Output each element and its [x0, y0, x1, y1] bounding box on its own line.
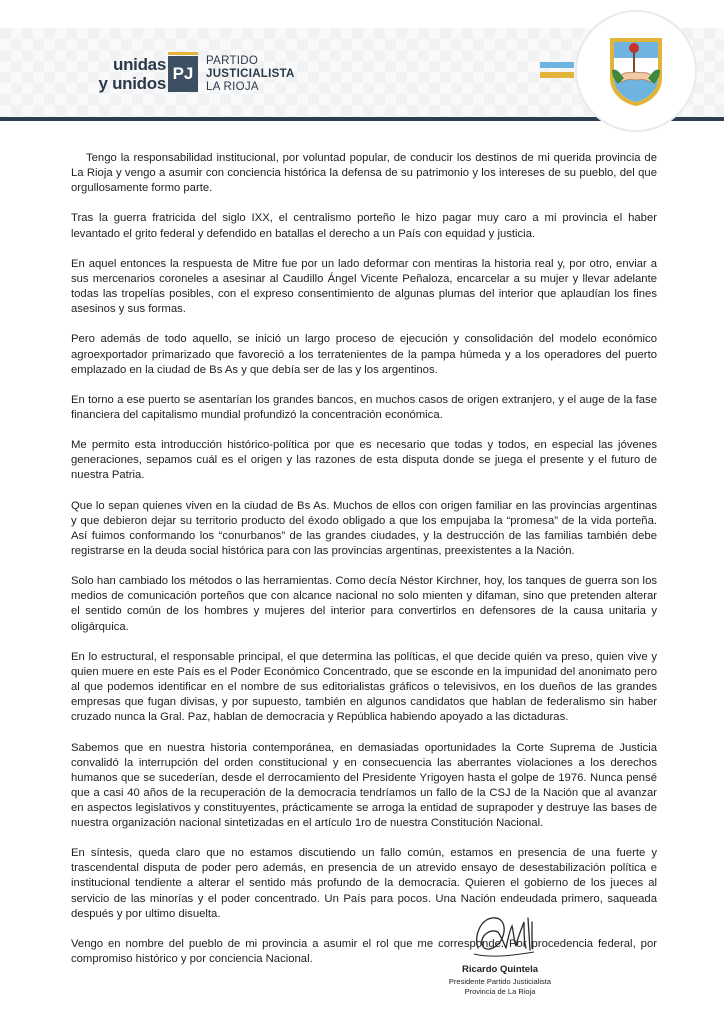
party-line-1: PARTIDO: [206, 55, 259, 67]
paragraph: Solo han cambiado los métodos o las herramientas. Como decía Néstor Kirchner, hoy, los tanques de guerra son los medios de comunicación porteños que con alcance nacional no solo mienten y difaman, sino que pretenden alterar el sentido común de los hombres y mujeres del interior para convertirlos en defensores de la causa unitaria y oligárquica.: [71, 575, 657, 633]
paragraph: En síntesis, queda claro que no estamos discutiendo un fallo común, estamos en presencia de una fuerte y trascendental disputa de poder pero además, en presencia de un atrevido ensayo de desestabilización política e institucional tendiente a alterar el sentido más profundo de la democracia. Quieren el gobierno de los jueces al servicio de las minorías y el poder concentrado. Un País para pocos. Una Nación endeudada primero, saqueada después y por ultimo disuelta.: [71, 847, 657, 920]
paragraph: En lo estructural, el responsable principal, el que determina las políticas, el que decide quién va preso, quien vive y quien muere en este País es el Poder Económico Concentrado, que se esconde en la impunidad del anonimato pero al que podemos identificar en el nombre de sus editorialistas gráficos o televisivos, en los dueños de las grandes empresas que fugan divisas, y por supuesto, también en algunos candidatos que hablan de federalismo sin haber cruzado nunca la Gral. Paz, hablan de democracia y República habiendo apoyado a las dictaduras.: [71, 650, 657, 724]
party-line-2: JUSTICIALISTA: [206, 68, 295, 80]
flag-stripe-blue: [540, 62, 574, 68]
paragraph: Sabemos que en nuestra historia contemporánea, en demasiadas oportunidades la Corte Suprema de Justicia convalidó la interrupción del orden constitucional y en consecuencia las aberrantes violaciones a los derechos humanos que se sucederían, desde el derrocamiento del Presidente Yrigoyen hasta el golpe de 1976. Nunca pensé que a casi 40 años de la recuperación de la democracia tendríamos un fallo de la CSJ de la Nación que al avanzar en aspectos legislativos y constituyentes, prácticamente se arroga la entidad de suprapoder y destruye las bases de nuestra organización nacional sintetizadas en el artículo 1ro de nuestra Constitución Nacional.: [71, 741, 657, 829]
wordmark-line-2: y unidos: [98, 74, 166, 93]
paragraph: Vengo en nombre del pueblo de mi provincia a asumir el rol que me corresponde. Por procedencia federal, por compromiso histórico y por conciencia Nacional.: [71, 937, 657, 965]
flag-stripe-gold: [540, 72, 574, 78]
letter-body: [71, 151, 657, 982]
signatory-name: Ricardo Quintela: [461, 964, 538, 975]
paragraph: Que lo sepan quienes viven en la ciudad de Bs As. Muchos de ellos con origen familiar en las provincias argentinas y que debieron dejar su territorio producto del éxodo obligado a que los empujaba la “promesa” de la vida porteña. Así fuimos conformando los “conurbanos” de las grandes ciudades, y la destrucción de las familias también debe registrarse en la deuda social histórica para con las provincias argentinas, preexistentes a la Nación.: [71, 499, 657, 557]
paragraph: En aquel entonces la respuesta de Mitre fue por un lado deformar con mentiras la historia real y, por otro, enviar a sus mercenarios coroneles a asesinar al Caudillo Ángel Vicente Peñaloza, encarcelar a su mujer y llevar adelante todas las tropelías posibles, con el expreso consentimiento de algunas plumas del interior que aplaudían los fines asesinos y sus formas.: [71, 257, 657, 316]
party-name: [206, 55, 295, 94]
wordmark-line-1: unidas: [113, 55, 166, 74]
signatory-role-line-2: Provincia de La Rioja: [464, 987, 536, 996]
party-crest-badge: [577, 12, 695, 130]
paragraph: Me permito esta introducción histórico-política por que es necesario que todas y todos, en especial las jóvenes generaciones, sepamos cuál es el origen y las razones de esta disputa donde se juega el presente y el futuro de nuestra Patria.: [71, 439, 657, 482]
party-line-3: LA RIOJA: [206, 81, 259, 93]
paragraph: En torno a ese puerto se asentarían los grandes bancos, en muchos casos de origen extranjero, y el auge de la fase financiera del capitalismo mundial profundizó la concentración económica.: [71, 393, 657, 421]
campaign-wordmark: [71, 55, 166, 93]
paragraph: Tras la guerra fratricida del siglo IXX, el centralismo porteño le hizo pagar muy caro a mi provincia el haber levantado el grito federal y defendido en batallas el derecho a un País con equidad y justicia.: [71, 212, 657, 240]
party-crest-icon: [604, 34, 668, 108]
paragraph: Tengo la responsabilidad institucional, por voluntad popular, de conducir los destinos de mi querida provincia de La Rioja y vengo a asumir con conciencia histórica la defensa de su patrimonio y los intereses de su pueblo, del que orgullosamente formo parte.: [71, 152, 657, 195]
signatory-role: [440, 977, 560, 997]
signatory-role-line-1: Presidente Partido Justicialista: [448, 977, 552, 986]
handwritten-signature: [470, 908, 538, 968]
paragraph: Pero además de todo aquello, se inició un largo proceso de ejecución y consolidación del modelo económico agroexportador primarizado que favoreció a los terratenientes de la pampa húmeda y a los operadores del puerto emplazado en la ciudad de Bs As y que debía ser de las y los argentinos.: [71, 333, 657, 376]
pj-logo: PJ: [168, 56, 198, 92]
